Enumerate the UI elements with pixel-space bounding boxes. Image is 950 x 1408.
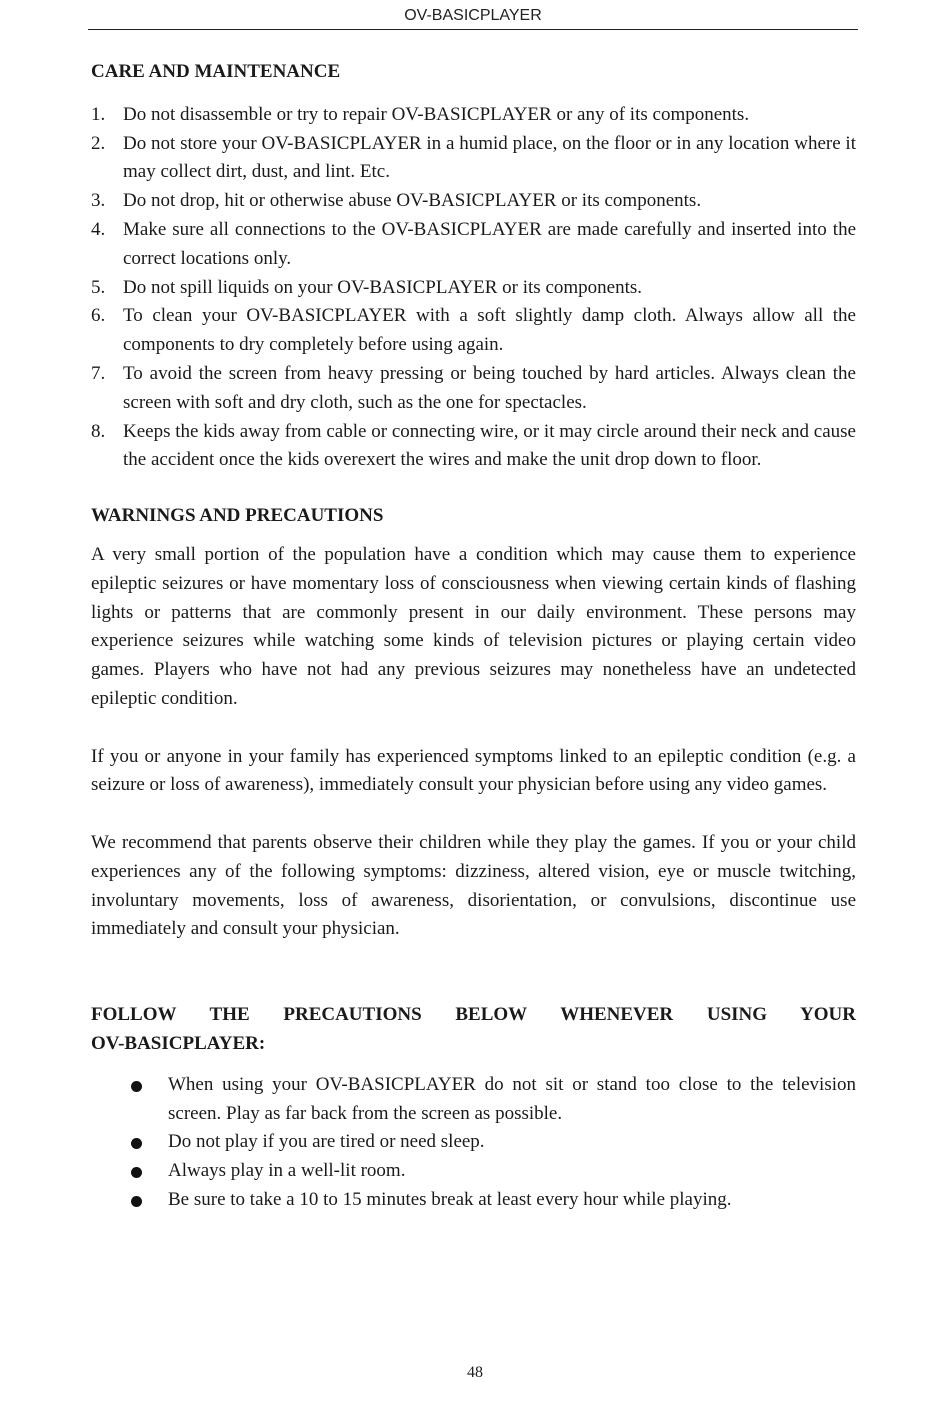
bullet-icon: [131, 1081, 142, 1092]
item-number: 3.: [91, 190, 106, 212]
bullet-item: [91, 1157, 856, 1186]
item-text: Do not spill liquids on your OV-BASICPLAYER or its components.: [123, 276, 643, 298]
care-item: [91, 274, 856, 303]
bullet-text: Always play in a well-lit room.: [168, 1160, 406, 1182]
item-text: Do not store your OV-BASICPLAYER in a humid place, on the floor or in any location where it may collect dirt, dust, and lint. Etc.: [123, 132, 856, 183]
item-number: 2.: [91, 132, 106, 154]
item-text: Do not drop, hit or otherwise abuse OV-BASICPLAYER or its components.: [123, 190, 702, 212]
item-number: 6.: [91, 305, 106, 327]
warnings-paragraph: A very small portion of the population have a condition which may cause them to experience epileptic seizures or have momentary loss of consciousness when viewing certain kinds of flashing lights or patterns that are commonly present in our daily environment. These persons may experience seizures while watching some kinds of television pictures or playing certain video games. Players who have not had any previous seizures may nonetheless have an undetected epileptic condition.: [91, 543, 856, 709]
care-item: [91, 187, 856, 216]
item-text: Keeps the kids away from cable or connecting wire, or it may circle around their neck and cause the accident once the kids overexert the wires and make the unit drop down to floor.: [123, 420, 856, 471]
bullet-icon: [131, 1167, 142, 1178]
follow-heading-line2: OV-BASICPLAYER:: [91, 1032, 266, 1054]
item-text: To clean your OV-BASICPLAYER with a soft slightly damp cloth. Always allow all the components to dry completely before using again.: [123, 305, 856, 356]
care-item: [91, 101, 856, 130]
care-item: [91, 302, 856, 360]
bullet-text: Be sure to take a 10 to 15 minutes break at least every hour while playing.: [168, 1188, 732, 1210]
warnings-heading: WARNINGS AND PRECAUTIONS: [91, 505, 384, 527]
care-item: [91, 216, 856, 274]
bullet-item: [91, 1186, 856, 1215]
care-item: [91, 360, 856, 418]
care-heading: CARE AND MAINTENANCE: [91, 61, 341, 82]
bullet-icon: [131, 1196, 142, 1207]
follow-heading-line1: FOLLOW THE PRECAUTIONS BELOW WHENEVER USING YOUR: [91, 1004, 856, 1026]
page-number: 48: [467, 1364, 483, 1381]
item-text: Do not disassemble or try to repair OV-BASICPLAYER or any of its components.: [123, 103, 750, 125]
item-number: 4.: [91, 218, 106, 240]
follow-heading: [91, 1001, 856, 1059]
care-item: [91, 130, 856, 188]
item-text: Make sure all connections to the OV-BASICPLAYER are made carefully and inserted into the correct locations only.: [123, 218, 856, 269]
warnings-paragraph: If you or anyone in your family has experienced symptoms linked to an epileptic condition (e.g. a seizure or loss of awareness), immediately consult your physician before using any video games.: [91, 745, 856, 796]
item-number: 5.: [91, 276, 106, 298]
bullet-text: When using your OV-BASICPLAYER do not sit or stand too close to the television screen. Play as far back from the screen as possible.: [168, 1073, 856, 1124]
care-list: [91, 101, 856, 475]
item-number: 8.: [91, 420, 106, 442]
care-item: [91, 418, 856, 476]
running-header: OV-BASICPLAYER: [88, 0, 858, 30]
bullet-item: [91, 1128, 856, 1157]
item-text: To avoid the screen from heavy pressing or being touched by hard articles. Always clean the screen with soft and dry cloth, such as the one for spectacles.: [123, 362, 856, 413]
item-number: 1.: [91, 103, 106, 125]
bullet-item: [91, 1071, 856, 1129]
item-number: 7.: [91, 362, 106, 384]
bullet-text: Do not play if you are tired or need sleep.: [168, 1131, 485, 1153]
warnings-paragraph: We recommend that parents observe their children while they play the games. If you or your child experiences any of the following symptoms: dizziness, altered vision, eye or muscle twitching, involuntary movements, loss of awareness, disorientation, or convulsions, discontinue use immediately and consult your physician.: [91, 831, 856, 940]
page-body: [91, 58, 856, 1215]
precautions-list: [91, 1071, 856, 1215]
bullet-icon: [131, 1138, 142, 1149]
